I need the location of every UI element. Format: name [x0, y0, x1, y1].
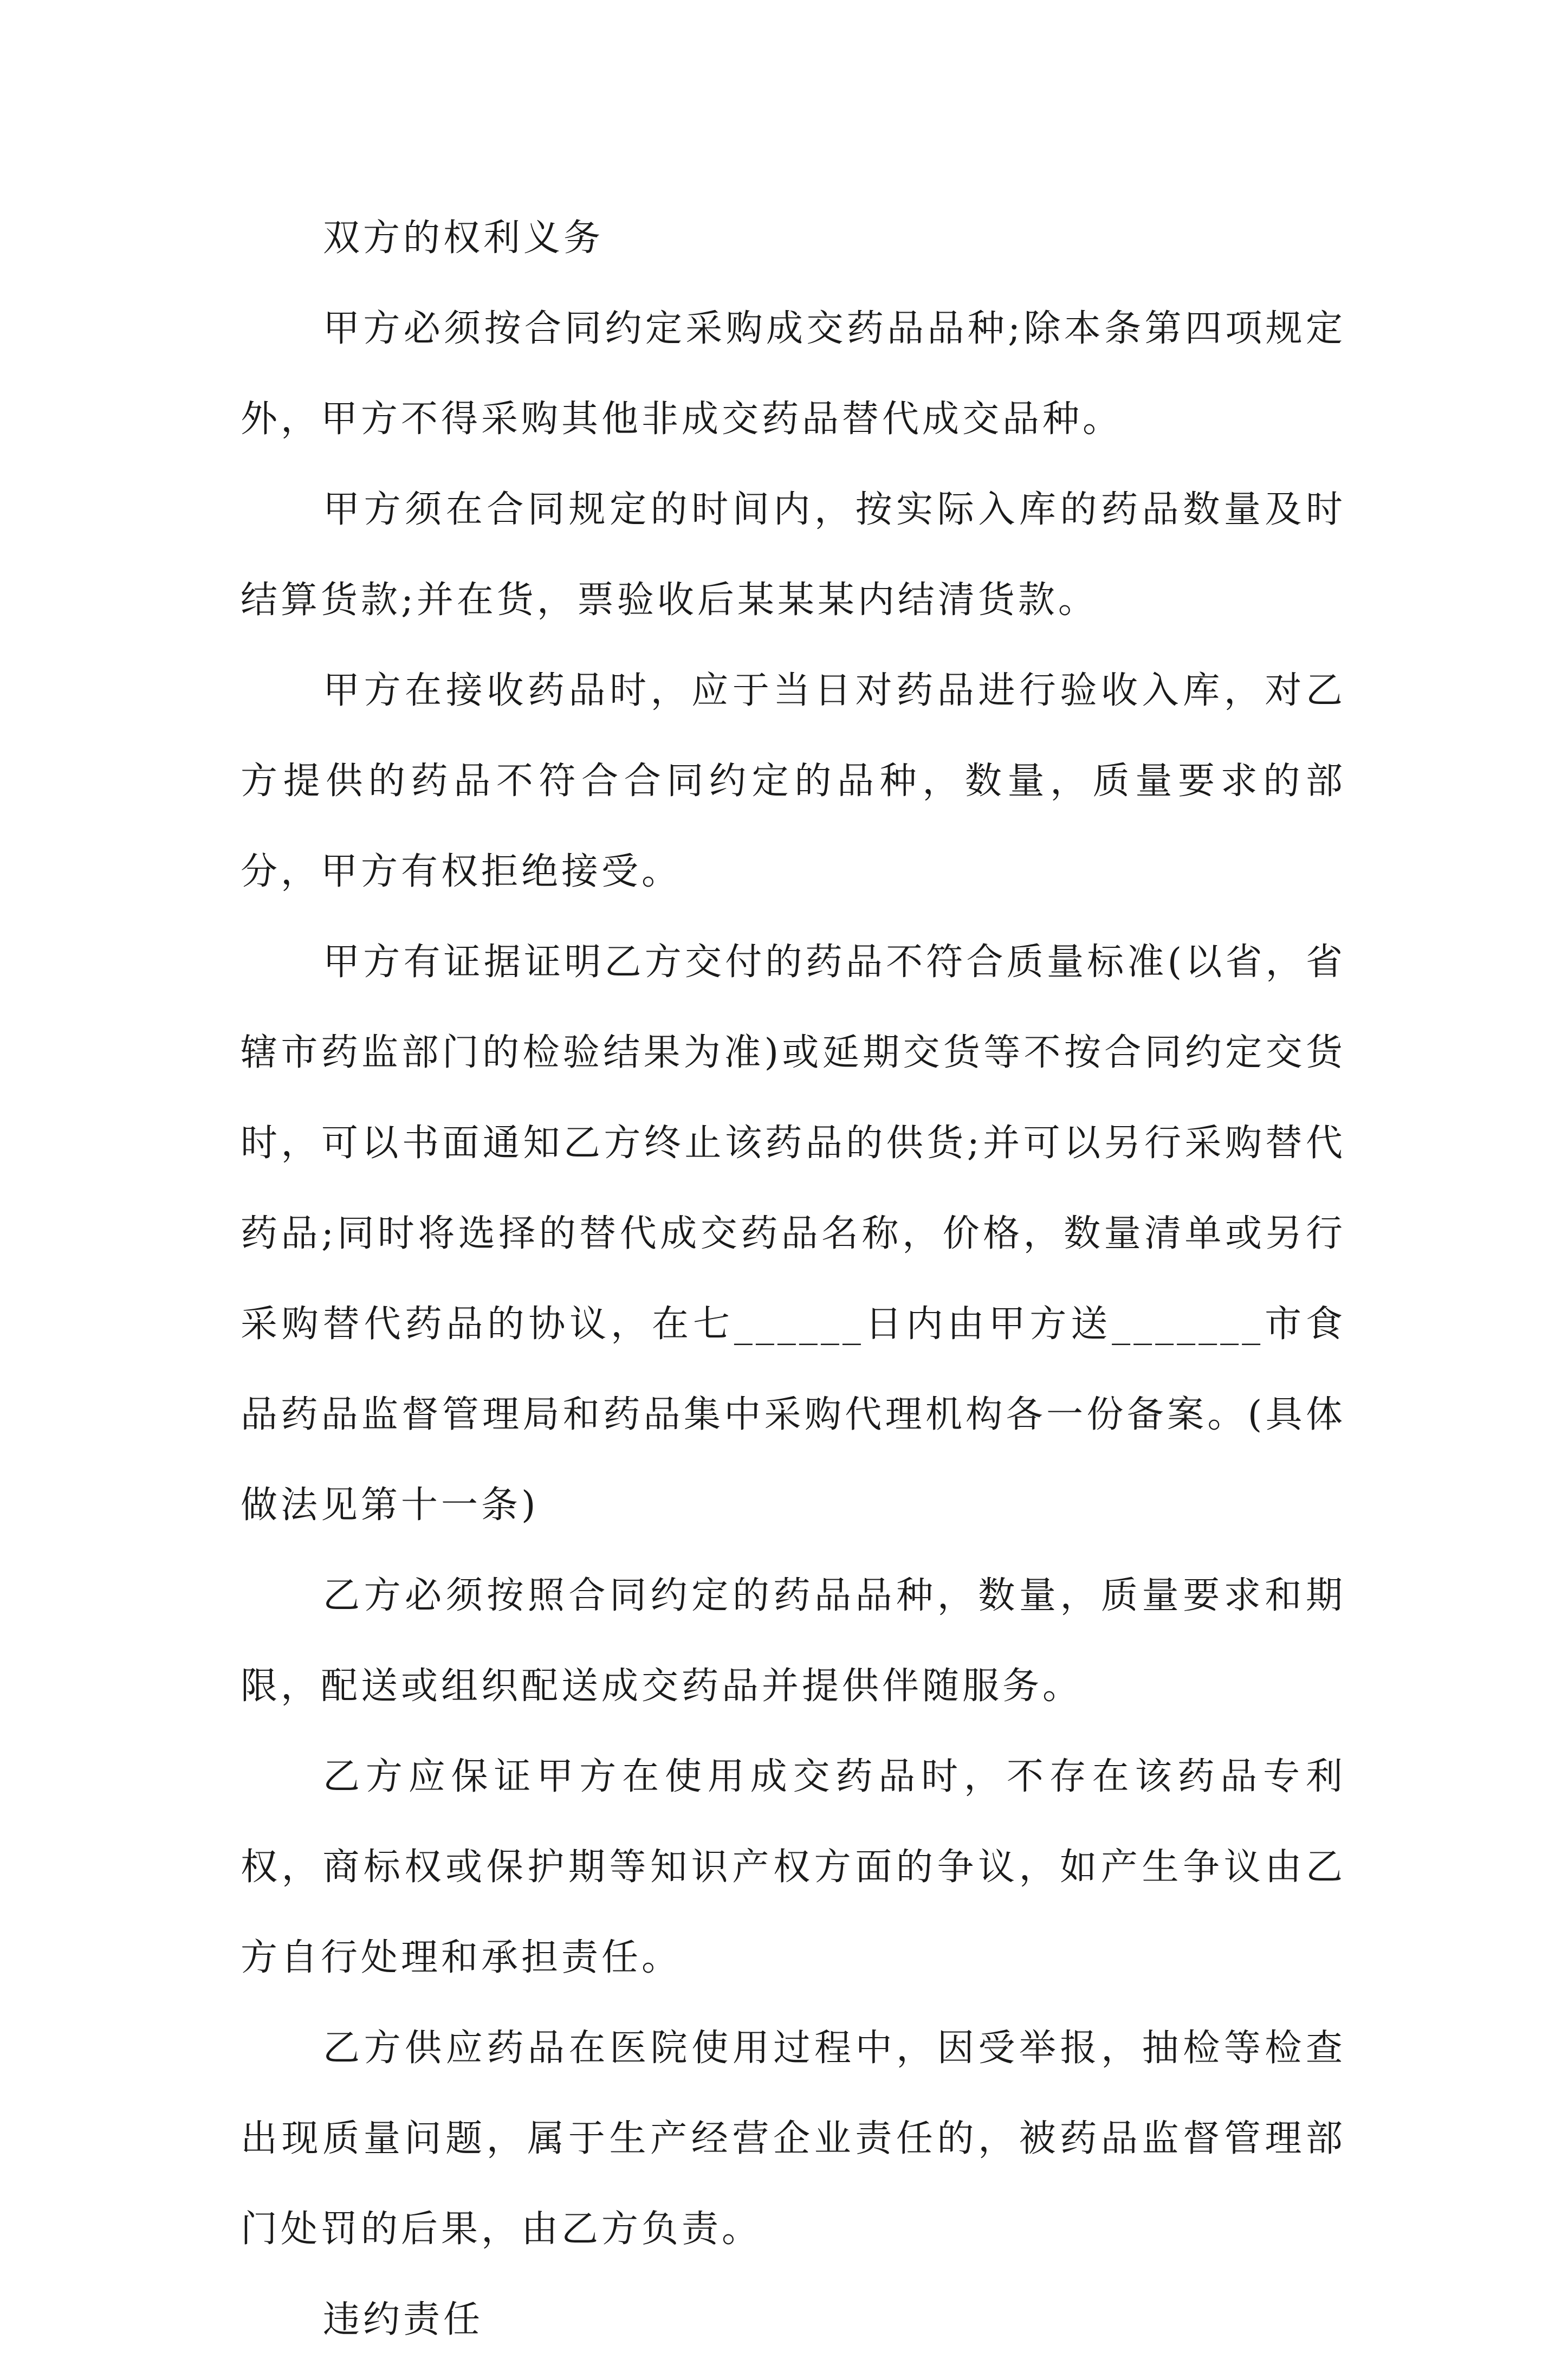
document-body [241, 193, 1346, 2365]
paragraph-7: 乙方供应药品在医院使用过程中，因受举报，抽检等检查出现质量问题，属于生产经营企业责任的，被药品监督管理部门处罚的后果，由乙方负责。 [241, 2027, 1346, 2251]
paragraph-3: 甲方在接收药品时，应于当日对药品进行验收入库，对乙方提供的药品不符合合同约定的品种，数量，质量要求的部分，甲方有权拒绝接受。 [241, 669, 1346, 893]
paragraph-4: 甲方有证据证明乙方交付的药品不符合质量标准(以省，省辖市药监部门的检验结果为准)或延期交货等不按合同约定交货时，可以书面通知乙方终止该药品的供货;并可以另行采购替代药品;同时将选择的替代成交药品名称，价格，数量清单或另行采购替代药品的协议，在七______日内由甲方送_______市食品药品监督管理局和药品集中采购代理机构各一份备案。(具体做法见第十一条) [241, 941, 1346, 1527]
section-heading-rights: 双方的权利义务 [323, 217, 604, 260]
paragraph-6: 乙方应保证甲方在使用成交药品时，不存在该药品专利权，商标权或保护期等知识产权方面的争议，如产生争议由乙方自行处理和承担责任。 [241, 1755, 1346, 1979]
paragraph-1: 甲方必须按合同约定采购成交药品品种;除本条第四项规定外，甲方不得采购其他非成交药品替代成交品种。 [241, 307, 1346, 441]
section-heading-liability: 违约责任 [323, 2298, 484, 2341]
paragraph-2: 甲方须在合同规定的时间内，按实际入库的药品数量及时结算货款;并在货，票验收后某某某内结清货款。 [241, 488, 1346, 622]
paragraph-5: 乙方必须按照合同约定的药品品种，数量，质量要求和期限，配送或组织配送成交药品并提供伴随服务。 [241, 1574, 1346, 1708]
